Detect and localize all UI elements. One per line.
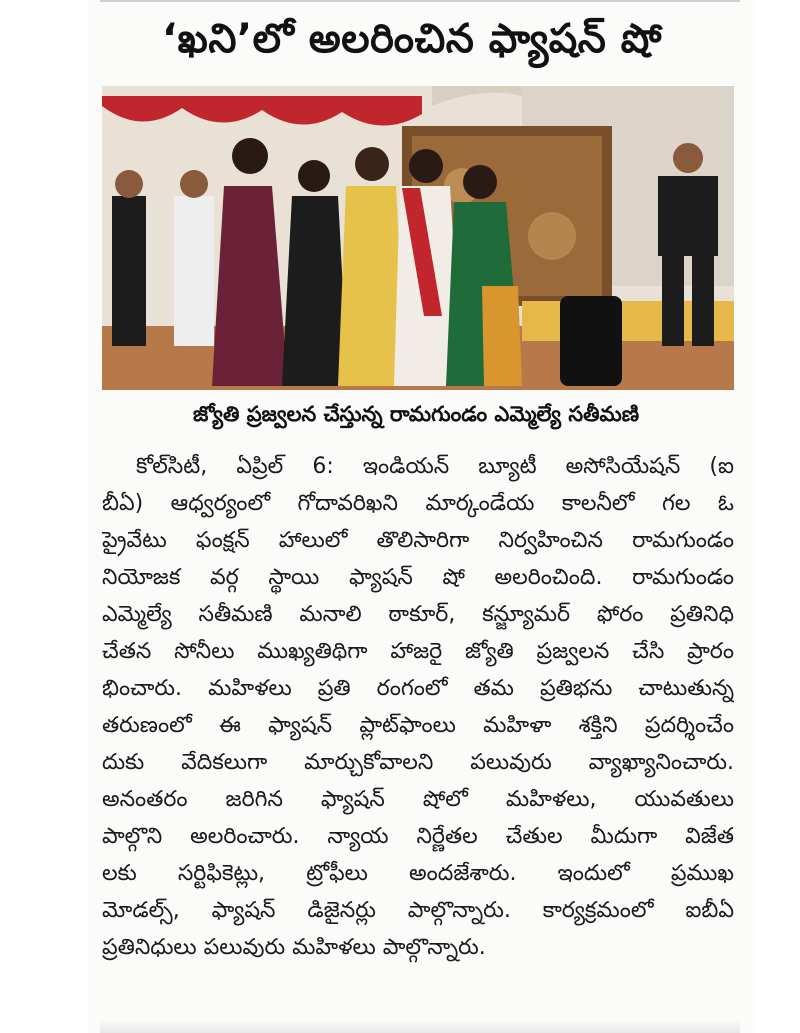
body-line: తరుణంలో ఈ ఫ్యాషన్ ప్లాట్‌ఫాంలు మహిళా శక్తిని ప్రదర్శించేం	[102, 713, 734, 738]
bottom-edge	[100, 1020, 740, 1033]
body-line: బీఏ) ఆధ్వర్యంలో గోదావరిఖని మార్కండేయ కాలనీలో గల ఓ	[102, 491, 734, 516]
body-line: ప్రైవేటు ఫంక్షన్ హాలులో తొలిసారిగా నిర్వహించిన రామగుండం	[102, 528, 734, 553]
body-line: దుకు వేదికలుగా మార్చుకోవాలని పలువురు వ్యాఖ్యానించారు.	[102, 750, 734, 775]
body-line: కోల్‌సిటీ, ఏప్రిల్ 6: ఇండియన్ బ్యూటీ అసోసియేషన్ (ఐ	[136, 454, 734, 479]
body-line: నియోజక వర్గ స్థాయి ఫ్యాషన్ షో అలరించింది. రామగుండం	[102, 565, 734, 590]
headline: ‘ఖని’లో అలరించిన ఫ్యాషన్ షో	[161, 16, 663, 62]
event-photo	[102, 86, 734, 390]
body-line: ప్రతినిధులు పలువురు మహిళలు పాల్గొన్నారు.	[102, 935, 486, 960]
body-line: పాల్గొని అలరించారు. న్యాయ నిర్ణేతల చేతుల మీదుగా విజేత	[102, 824, 734, 849]
body-line: ఎమ్మెల్యే సతీమణి మనాలి ఠాకూర్, కన్జ్యూమర్ ఫోరం ప్రతినిధి	[102, 602, 734, 627]
body-line: లకు సర్టిఫికెట్లు, ట్రోఫీలు అందజేశారు. ఇందులో ప్రముఖ	[102, 861, 734, 886]
body-line: అనంతరం జరిగిన ఫ్యాషన్ షోలో మహిళలు, యువతులు	[102, 787, 734, 812]
event-photo-illustration	[102, 86, 734, 390]
body-line: భించారు. మహిళలు ప్రతి రంగంలో తమ ప్రతిభను చాటుతున్న	[102, 676, 734, 701]
body-line: చేతన సోనీలు ముఖ్యతిథిగా హాజరై జ్యోతి ప్రజ్వలన చేసి ప్రారం	[102, 639, 734, 664]
top-rule	[100, 0, 740, 2]
article-body	[102, 448, 734, 966]
body-line: మోడల్స్, ఫ్యాషన్ డిజైనర్లు పాల్గొన్నారు. కార్యక్రమంలో ఐబీఏ	[102, 898, 734, 923]
photo-caption: జ్యోతి ప్రజ్వలన చేస్తున్న రామగుండం ఎమ్మెల్యే సతీమణి	[192, 402, 640, 426]
